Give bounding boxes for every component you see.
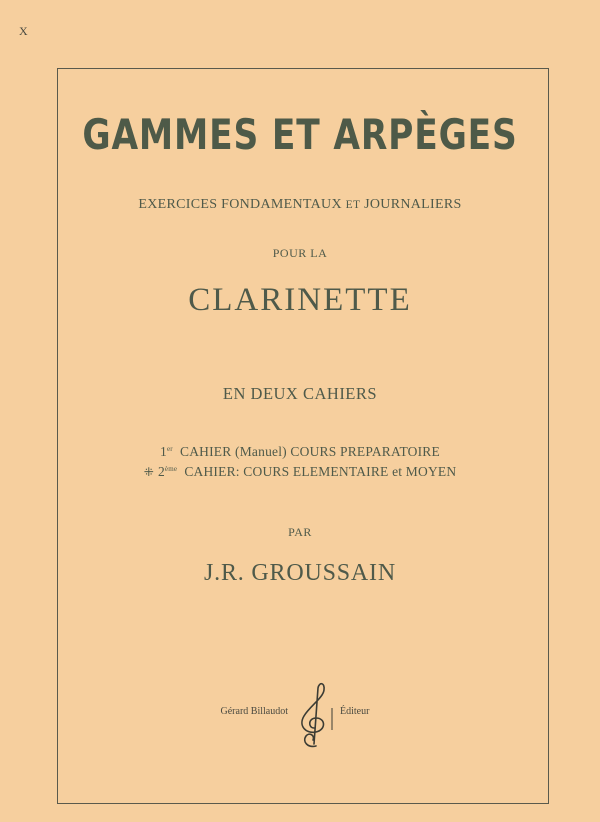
cahier-1-text: CAHIER (Manuel) COURS PREPARATOIRE xyxy=(180,444,440,459)
asterisk-mark: ⁜ xyxy=(143,465,154,479)
author-name: J.R. GROUSSAIN xyxy=(204,560,396,586)
cahier-1-ordinal: er xyxy=(167,445,173,453)
cahier-2-number: 2 xyxy=(157,464,165,479)
subtitle-part2: ET xyxy=(345,199,361,211)
publisher-block xyxy=(0,676,600,746)
treble-clef-logo-icon xyxy=(292,680,336,750)
par-label: PAR xyxy=(288,525,312,539)
instrument-title: CLARINETTE xyxy=(188,282,412,318)
cahier-2-ordinal: ème xyxy=(164,465,178,473)
subtitle-part1: EXERCICES FONDAMENTAUX xyxy=(138,197,342,212)
publisher-name: Gérard Billaudot xyxy=(220,706,288,717)
title: GAMMES ET ARPÈGES xyxy=(82,110,518,159)
en-deux-cahiers: EN DEUX CAHIERS xyxy=(222,384,378,403)
subtitle-part3: JOURNALIERS xyxy=(364,197,462,212)
cahier-1 xyxy=(0,444,600,460)
subtitle xyxy=(0,197,600,213)
cahier-1-number: 1 xyxy=(160,444,167,459)
cahier-2 xyxy=(0,464,600,480)
corner-mark: X xyxy=(19,24,28,38)
cahier-2-text: CAHIER: COURS ELEMENTAIRE et MOYEN xyxy=(184,464,457,479)
publisher-role: Éditeur xyxy=(340,706,370,717)
pour-la: POUR LA xyxy=(272,246,328,260)
